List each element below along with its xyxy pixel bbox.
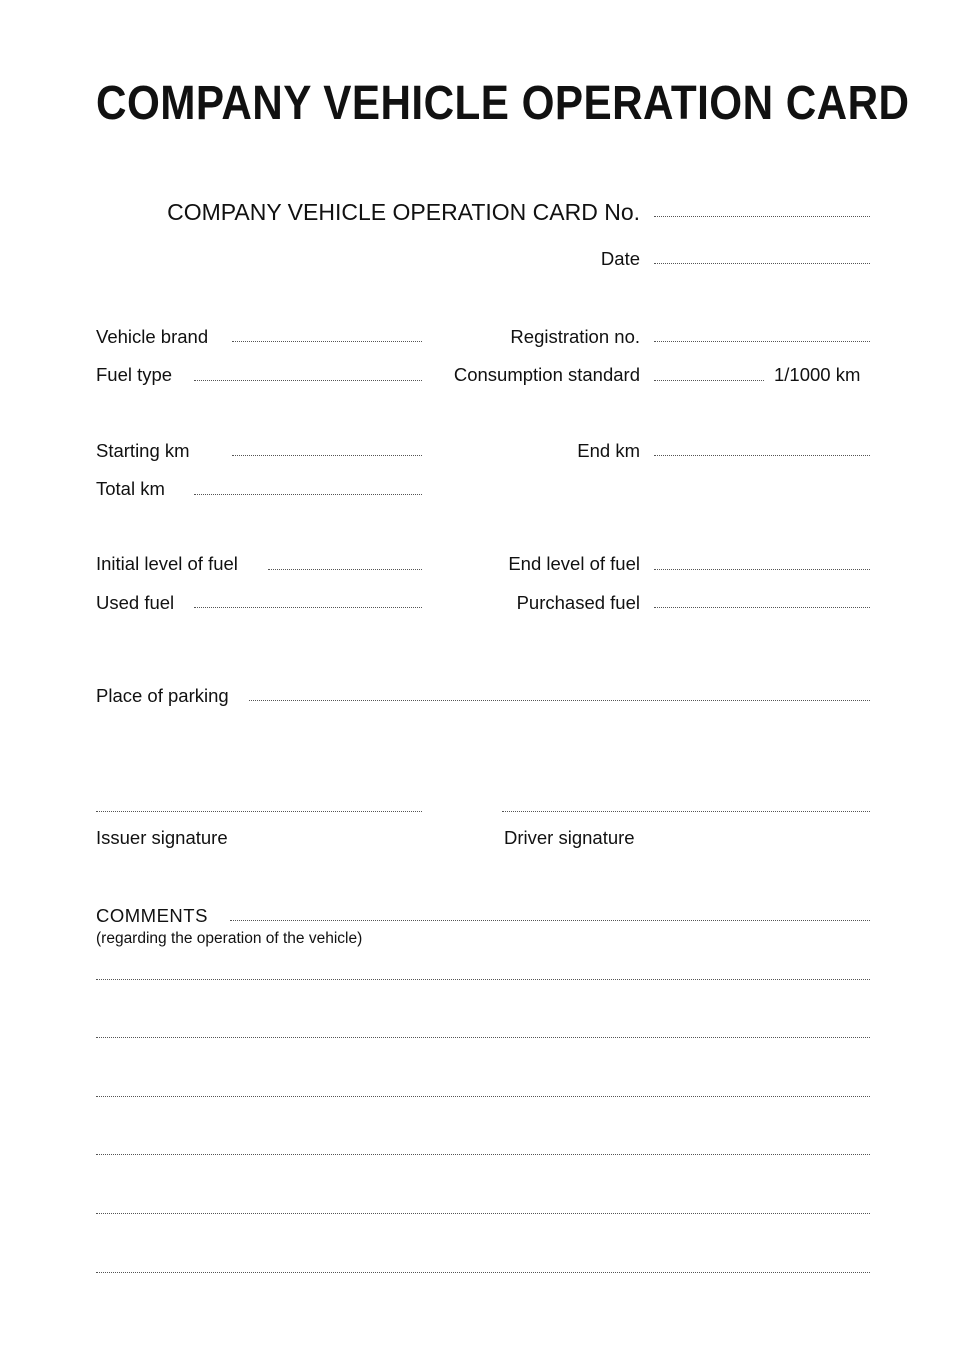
purchased-fuel-label: Purchased fuel — [516, 592, 640, 613]
driver-signature-line[interactable] — [502, 811, 870, 812]
comment-line[interactable] — [96, 1037, 870, 1038]
registration-label: Registration no. — [510, 326, 640, 347]
starting-km-label: Starting km — [96, 440, 190, 461]
used-fuel-label: Used fuel — [96, 592, 175, 613]
issuer-signature-line[interactable] — [96, 811, 422, 812]
comment-line[interactable] — [96, 1096, 870, 1097]
end-km-field[interactable] — [654, 455, 870, 456]
parking-field[interactable] — [249, 700, 870, 701]
total-km-field[interactable] — [194, 494, 422, 495]
purchased-fuel-field[interactable] — [654, 607, 870, 608]
vehicle-brand-label: Vehicle brand — [96, 326, 209, 347]
fuel-type-label: Fuel type — [96, 364, 173, 385]
comment-line[interactable] — [96, 979, 870, 980]
used-fuel-field[interactable] — [194, 607, 422, 608]
end-fuel-field[interactable] — [654, 569, 870, 570]
page-title: COMPANY VEHICLE OPERATION CARD — [96, 77, 910, 130]
driver-signature-label: Driver signature — [504, 827, 635, 848]
vehicle-brand-field[interactable] — [232, 341, 422, 342]
initial-fuel-label: Initial level of fuel — [96, 553, 238, 574]
consumption-label: Consumption standard — [453, 364, 640, 385]
consumption-field[interactable] — [654, 380, 764, 381]
parking-label: Place of parking — [96, 685, 229, 706]
registration-field[interactable] — [654, 341, 870, 342]
comments-label: COMMENTS — [96, 905, 208, 926]
comment-line[interactable] — [96, 1213, 870, 1214]
issuer-signature-label: Issuer signature — [96, 827, 228, 848]
date-label: Date — [600, 248, 640, 269]
comments-field[interactable] — [230, 920, 870, 921]
fuel-type-field[interactable] — [194, 380, 422, 381]
card-number-field[interactable] — [654, 216, 870, 217]
consumption-unit: 1/1000 km — [774, 364, 861, 385]
starting-km-field[interactable] — [232, 455, 422, 456]
date-field[interactable] — [654, 263, 870, 264]
total-km-label: Total km — [96, 478, 165, 499]
card-number-label: COMPANY VEHICLE OPERATION CARD No. — [167, 199, 640, 225]
comments-sublabel: (regarding the operation of the vehicle) — [96, 930, 363, 947]
initial-fuel-field[interactable] — [268, 569, 422, 570]
comment-line[interactable] — [96, 1154, 870, 1155]
comment-line[interactable] — [96, 1272, 870, 1273]
end-km-label: End km — [577, 440, 640, 461]
end-fuel-label: End level of fuel — [508, 553, 640, 574]
